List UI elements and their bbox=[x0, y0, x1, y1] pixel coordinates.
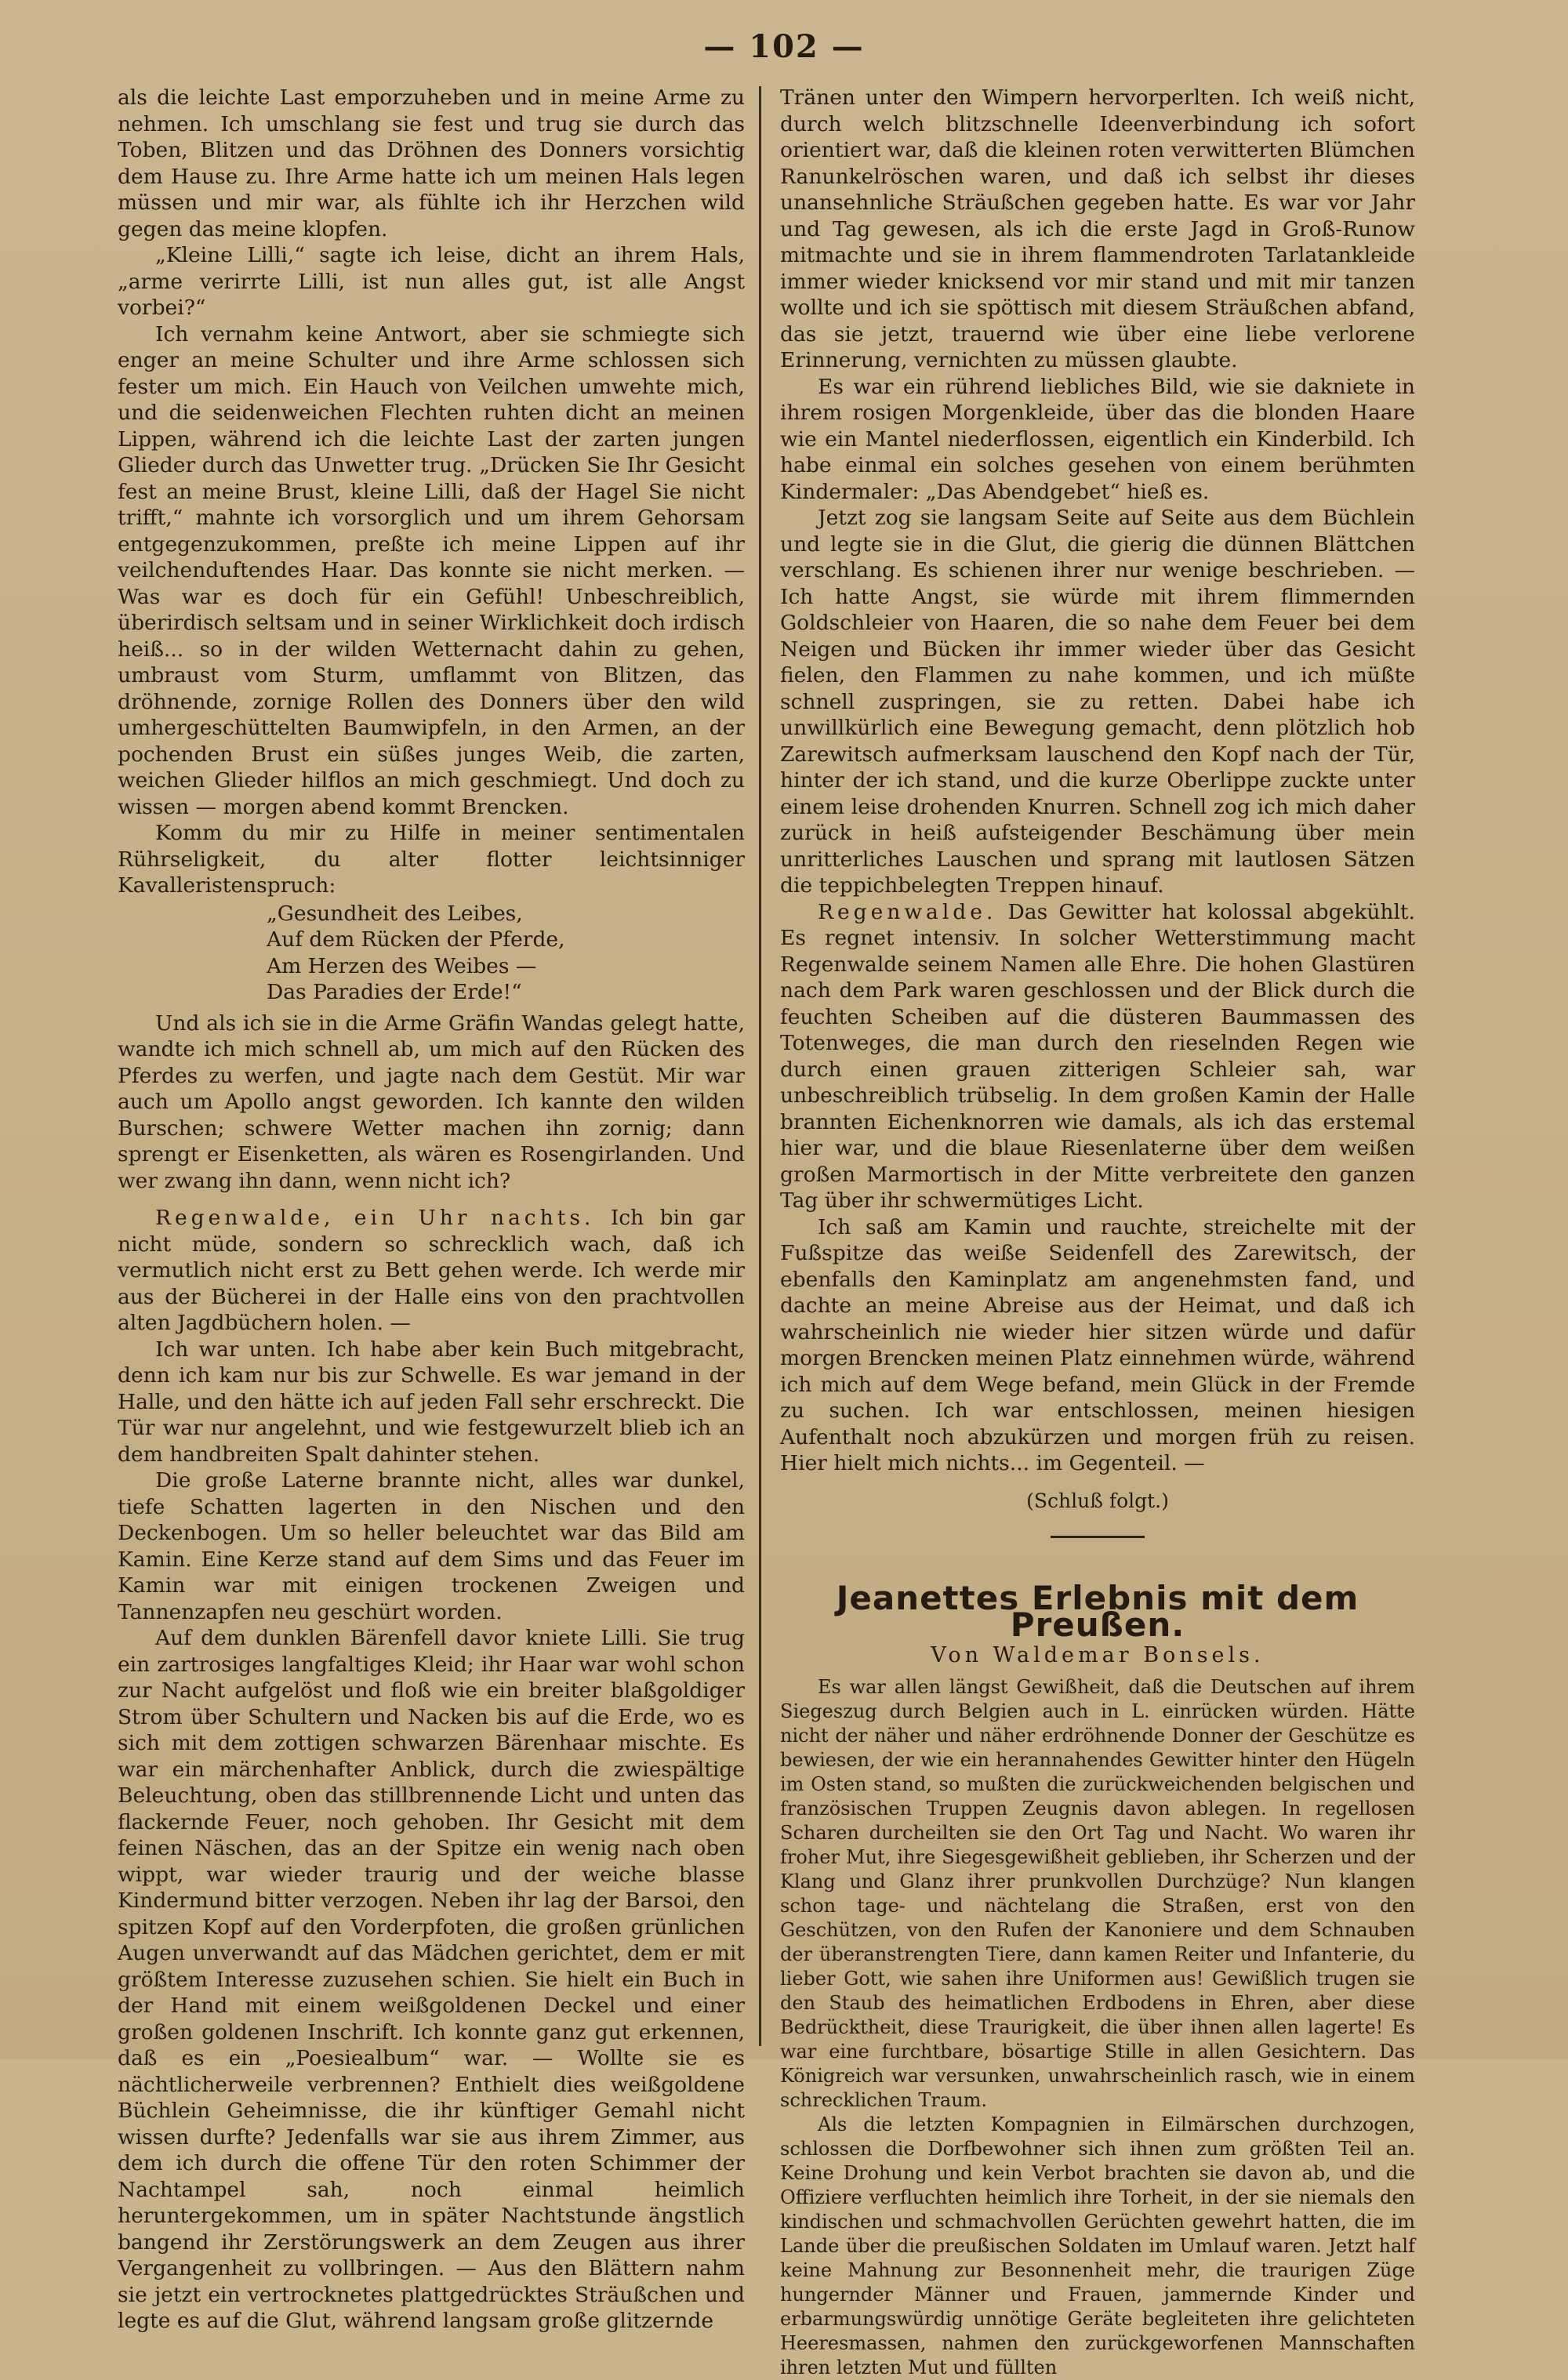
poem-line: Auf dem Rücken der Pferde, bbox=[267, 927, 565, 952]
paragraph: Komm du mir zu Hilfe in meiner sentimentalen Rührseligkeit, du alter flotter leichtsinniger Kavalleristenspruch: bbox=[118, 821, 745, 898]
paragraph: Ich vernahm keine Antwort, aber sie schmiegte sich enger an meine Schulter und ihre Arme schlossen sich fester um mich. Ein Hauch von Veilchen umwehte mich, und die seidenweichen Flechten ruhten dicht an meinen Lippen, während ich die leichte Last der zarten jungen Glieder durch das Unwetter trug. „Drücken Sie Ihr Gesicht fest an meine Brust, kleine Lilli, daß der Hagel Sie nicht trifft,“ mahnte ich vorsorglich und um ihrem Gehorsam entgegenzukommen, preßte ich meine Lippen auf ihr veilchenduftendes Haar. Das konnte sie nicht merken. — Was war es doch für ein Gefühl! Unbeschreiblich, überirdisch seltsam und in seiner Wirklichkeit doch irdisch heiß... so in der wilden Wetternacht dahin zu gehen, umbraust vom Sturm, umflammt von Blitzen, das dröhnende, zornige Rollen des Donners über den wild umhergeschüttelten Baumwipfeln, in den Armen, an der pochenden Brust ein süßes junges Weib, die zarten, weichen Glieder hilflos an mich geschmiegt. Und doch zu wissen — morgen abend kommt Brencken. bbox=[118, 321, 745, 819]
story-author: Von Waldemar Bonsels. bbox=[931, 1643, 1265, 1667]
poem-line: „Gesundheit des Leibes, bbox=[267, 901, 523, 926]
section-divider bbox=[1051, 1536, 1145, 1538]
right-column bbox=[780, 85, 1415, 2380]
page-number: — 102 — bbox=[703, 28, 865, 65]
paragraph: Jetzt zog sie langsam Seite auf Seite aus dem Büchlein und legte sie in die Glut, die gierig die dünnen Blättchen verschlang. Es schienen ihrer nur wenige beschrieben. — Ich hatte Angst, sie würde mit ihrem flimmernden Goldschleier von Haaren, die so nahe dem Feuer bei dem Neigen und Bücken ihr immer wieder über das Gesicht fielen, den Flammen zu nahe kommen, und ich müßte schnell zuspringen, sie zu retten. Dabei habe ich unwillkürlich eine Bewegung gemacht, denn plötzlich hob Zarewitsch aufmerksam lauschend den Kopf nach der Tür, hinter der ich stand, und die kurze Oberlippe zuckte unter einem leise drohenden Knurren. Schnell zog ich mich daher zurück in heiß aufsteigender Beschämung über mein unritterliches Lauschen und sprang mit lautlosen Sätzen die teppichbelegten Treppen hinauf. bbox=[780, 506, 1415, 898]
paragraph: Als die letzten Kompagnien in Eilmärschen durchzogen, schlossen die Dorfbewohner sich ihnen zum größten Teil an. Keine Drohung und kein Verbot brachten sie davon ab, und die Offiziere verfluchten heimlich ihre Torheit, in der sie niemals den kindischen und schmachvollen Gerüchten gewehrt hatten, die im Lande über die preußischen Soldaten im Umlauf waren. Jetzt half keine Mahnung zur Besonnenheit mehr, die traurigen Züge hungernder Männer und Frauen, jammernde Kinder und erbarmungswürdig unnötige Geräte begleiteten ihre gelichteten Heeresmassen, nahmen den zurückgeworfenen Mannschaften ihren letzten Mut und füllten bbox=[780, 2113, 1415, 2378]
paragraph: Es war allen längst Gewißheit, daß die Deutschen auf ihrem Siegeszug durch Belgien auch in L. einrücken würden. Hätte nicht der näher und näher erdröhnende Donner der Geschütze es bewiesen, der wie ein herannahendes Gewitter hinter den Hügeln im Osten stand, so mußten die zurückweichenden belgischen und französischen Truppen Zeugnis davon ablegen. In regellosen Scharen durcheilten sie den Ort Tag und Nacht. Wo waren ihr froher Mut, ihre Siegesgewißheit geblieben, ihr Scherzen und der Klang und Glanz ihrer prunkvollen Durchzüge? Nun klangen schon tage- und nächtelang die Straßen, erst von den Geschützen, von den Rufen der Kanoniere und dem Schnauben der überanstrengten Tiere, dann kamen Reiter und Infanterie, du lieber Gott, wie sahen ihre Uniformen aus! Gewißlich trugen sie den Staub des heimatlichen Erdbodens in Ehren, aber diese Bedrücktheit, diese Traurigkeit, die über ihnen allen lagerte! Es war eine furchtbare, bösartige Stille in allen Gesichtern. Das Königreich war versunken, unwahrscheinlich rasch, wie in einem schrecklichen Traum. bbox=[780, 1675, 1415, 2111]
diary-entry bbox=[780, 899, 1415, 1214]
paragraph: Auf dem dunklen Bärenfell davor kniete Lilli. Sie trug ein zartrosiges langfaltiges Kleid; ihr Haar war wohl schon zur Nacht aufgelöst und floß wie ein breiter blaßgoldiger Strom über Schultern und Nacken bis auf die Erde, wo es sich mit dem zottigen schwarzen Bärenhaar mischte. Es war ein märchenhafter Anblick, durch die zwiespältige Beleuchtung, oben das stillbrennende Licht und unten das flackernde Feuer, noch gehoben. Ihr Gesicht mit dem feinen Näschen, das an der Spitze ein wenig nach oben wippt, war wieder traurig und der weiche blasse Kindermund bitter verzogen. Neben ihr lag der Barsoi, den spitzen Kopf auf den Vorderpfoten, die großen grünlichen Augen unverwandt auf das Mädchen gerichtet, dem er mit größtem Interesse zuzusehen schien. Sie hielt ein Buch in der Hand mit einem weißgoldenen Deckel und einer großen goldenen Inschrift. Ich konnte ganz gut erkennen, daß es ein „Poesiealbum“ war. — Wollte sie es nächtlicherweile verbrennen? Enthielt dies weißgoldene Büchlein Geheimnisse, die ihr künftiger Gemahl nicht wissen durfte? Jedenfalls war sie aus ihrem Zimmer, aus dem ich durch die offene Tür den roten Schimmer der Nachtampel sah, noch einmal heimlich heruntergekommen, um in später Nachtstunde ängstlich bangend ihr Zerstörungswerk an dem Zeugen aus ihrer Vergangenheit zu vollbringen. — Aus den Blättern nahm sie jetzt ein vertrocknetes plattgedrücktes Sträußchen und legte es auf die Glut, während langsam große glitzernde bbox=[118, 1626, 745, 2333]
continued-note: (Schluß folgt.) bbox=[1026, 1489, 1169, 1512]
paragraph: Tränen unter den Wimpern hervorperlten. Ich weiß nicht, durch welch blitzschnelle Ideenverbindung ich sofort orientiert war, daß die kleinen roten verwitterten Blümchen Ranunkelröschen waren, und daß ich selbst ihr dieses unansehnliche Sträußchen gegeben hatte. Es war vor Jahr und Tag gewesen, als ich die erste Jagd in Groß-Runow mitmachte und sie in ihrem flammendroten Tarlatankleide immer wieder knicksend vor mir stand und mit mir tanzen wollte und ich sie spöttisch mit diesem Sträußchen abfand, das sie jetzt, trauernd wie über eine liebe verlorene Erinnerung, vernichten zu müssen glaubte. bbox=[780, 85, 1415, 372]
diary-entry bbox=[118, 1205, 745, 1337]
paragraph: Es war ein rührend liebliches Bild, wie sie dakniete in ihrem rosigen Morgenkleide, über das die blonden Haare wie ein Mantel niederflossen, eigentlich ein Kinderbild. Ich habe einmal ein solches gesehen von einem berühmten Kindermaler: „Das Abendgebet“ hieß es. bbox=[780, 374, 1415, 504]
paragraph: Und als ich sie in die Arme Gräfin Wandas gelegt hatte, wandte ich mich schnell ab, um mich auf den Rücken des Pferdes zu werfen, und jagte nach dem Gestüt. Mir war auch um Apollo angst geworden. Ich kannte den wilden Burschen; schwere Wetter machen ihn zornig; dann sprengt er Eisenketten, als wären es Rosengirlanden. Und wer zwang ihn dann, wenn nicht ich? bbox=[118, 1010, 745, 1193]
left-column bbox=[118, 85, 745, 2335]
diary-text: Das Gewitter hat kolossal abgekühlt. Es regnet intensiv. In solcher Wetterstimmung macht Regenwalde seinem Namen alle Ehre. Die hohen Glastüren nach dem Park waren geschlossen und der Blick durch die feuchten Scheiben auf die düsteren Baummassen des Totenweges, die man durch den rieselnden Regen wie durch einen grauen zitterigen Schleier sah, war unbeschreiblich trübselig. In dem großen Kamin der Halle brannten Eichenknorren wie damals, als ich das erstemal hier war, und die blaue Riesenlaterne über dem weißen großen Marmortisch in der Mitte verbreitete den ganzen Tag über ihr schwermütiges Licht. bbox=[780, 899, 1415, 1213]
paragraph: Ich war unten. Ich habe aber kein Buch mitgebracht, denn ich kam nur bis zur Schwelle. Es war jemand in der Halle, und den hätte ich auf jeden Fall sehr erschreckt. Die Tür war nur angelehnt, und wie festgewurzelt blieb ich an dem handbreiten Spalt dahinter stehen. bbox=[118, 1337, 745, 1467]
poem-line: Das Paradies der Erde!“ bbox=[267, 980, 522, 1004]
paragraph: Ich saß am Kamin und rauchte, streichelte mit der Fußspitze das weiße Seidenfell des Zarewitsch, der ebenfalls den Kaminplatz am angenehmsten fand, und dachte an meine Abreise aus der Heimat, und daß ich wahrscheinlich nie wieder hier sitzen würde und dafür morgen Brencken meinen Platz einnehmen würde, während ich mich auf dem Wege befand, mein Glück in der Fremde zu suchen. Ich war entschlossen, meinen hiesigen Aufenthalt noch abzukürzen und morgen früh zu reisen. Hier hielt mich nichts... im Gegenteil. — bbox=[780, 1214, 1415, 1475]
paragraph: Die große Laterne brannte nicht, alles war dunkel, tiefe Schatten lagerten in den Nischen und den Deckenbogen. Um so heller beleuchtet war das Bild am Kamin. Eine Kerze stand auf dem Sims und das Feuer im Kamin war mit einigen trockenen Zweigen und Tannenzapfen neu geschürt worden. bbox=[118, 1468, 745, 1624]
poem bbox=[267, 901, 745, 1006]
diary-place: Regenwalde. bbox=[818, 899, 997, 924]
poem-line: Am Herzen des Weibes — bbox=[267, 953, 537, 978]
story-title: Jeanettes Erlebnis mit dem Preußen. bbox=[836, 1579, 1359, 1644]
diary-text: Ich bin gar nicht müde, sondern so schrecklich wach, daß ich vermutlich nicht erst zu Bett gehen werde. Ich werde mir aus der Bücherei in der Halle eins von den prachtvollen alten Jagdbüchern holen. — bbox=[118, 1206, 745, 1335]
diary-place-time: Regenwalde, ein Uhr nachts. bbox=[155, 1206, 595, 1230]
column-divider bbox=[759, 86, 761, 2046]
paragraph: „Kleine Lilli,“ sagte ich leise, dicht an ihrem Hals, „arme verirrte Lilli, ist nun alles gut, ist alle Angst vorbei?“ bbox=[118, 243, 745, 320]
paragraph: als die leichte Last emporzuheben und in meine Arme zu nehmen. Ich umschlang sie fest und trug sie durch das Toben, Blitzen und das Dröhnen des Donners vorsichtig dem Hause zu. Ihre Arme hatte ich um meinen Hals legen müssen und mir war, als fühlte ich ihr Herzchen wild gegen das meine klopfen. bbox=[118, 85, 745, 241]
